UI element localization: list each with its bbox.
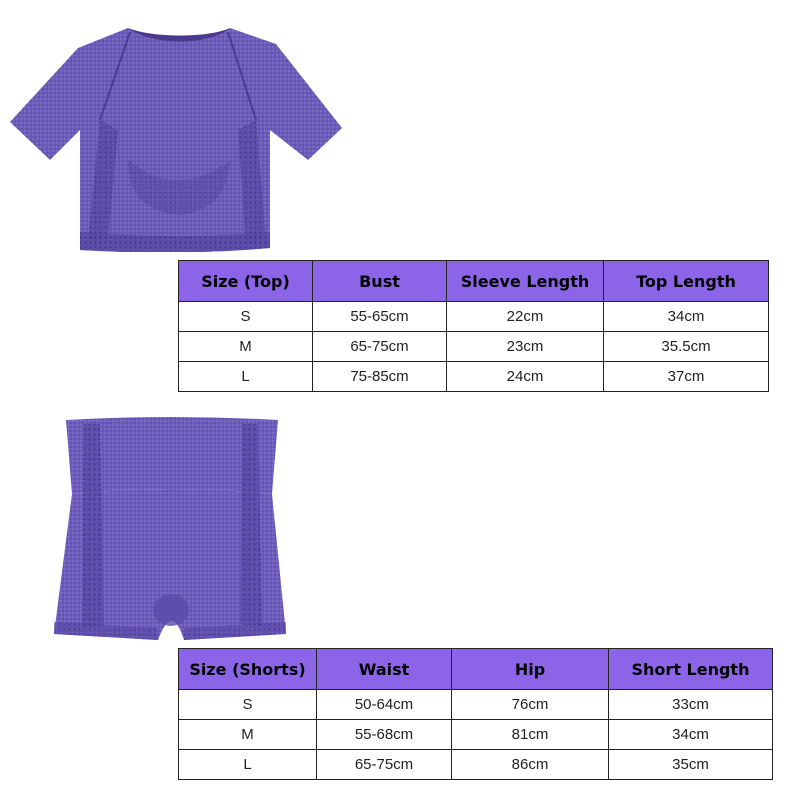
header-bust: Bust [313, 261, 447, 302]
cell-size: S [179, 302, 313, 332]
cell-short-length: 33cm [609, 690, 773, 720]
cell-sleeve-length: 22cm [447, 302, 604, 332]
cell-size: S [179, 690, 317, 720]
table-row [179, 332, 769, 362]
table-row [179, 720, 773, 750]
cell-short-length: 34cm [609, 720, 773, 750]
cell-top-length: 37cm [604, 362, 769, 392]
cell-sleeve-length: 24cm [447, 362, 604, 392]
header-size: Size (Top) [179, 261, 313, 302]
cell-sleeve-length: 23cm [447, 332, 604, 362]
cell-waist: 65-75cm [317, 750, 452, 780]
cell-top-length: 34cm [604, 302, 769, 332]
shorts-size-table [178, 648, 773, 780]
table-row [179, 750, 773, 780]
shorts-image [52, 412, 290, 644]
header-top-length: Top Length [604, 261, 769, 302]
cell-top-length: 35.5cm [604, 332, 769, 362]
crop-top-image [8, 10, 348, 252]
cell-size: M [179, 332, 313, 362]
table-header-row [179, 649, 773, 690]
cell-hip: 81cm [452, 720, 609, 750]
cell-bust: 55-65cm [313, 302, 447, 332]
header-sleeve-length: Sleeve Length [447, 261, 604, 302]
header-waist: Waist [317, 649, 452, 690]
table-row [179, 690, 773, 720]
cell-size: M [179, 720, 317, 750]
cell-short-length: 35cm [609, 750, 773, 780]
cell-size: L [179, 362, 313, 392]
cell-bust: 75-85cm [313, 362, 447, 392]
header-size: Size (Shorts) [179, 649, 317, 690]
cell-bust: 65-75cm [313, 332, 447, 362]
header-hip: Hip [452, 649, 609, 690]
table-row [179, 302, 769, 332]
top-size-table [178, 260, 769, 392]
table-row [179, 362, 769, 392]
table-header-row [179, 261, 769, 302]
cell-size: L [179, 750, 317, 780]
header-short-length: Short Length [609, 649, 773, 690]
cell-hip: 76cm [452, 690, 609, 720]
cell-waist: 55-68cm [317, 720, 452, 750]
cell-waist: 50-64cm [317, 690, 452, 720]
cell-hip: 86cm [452, 750, 609, 780]
